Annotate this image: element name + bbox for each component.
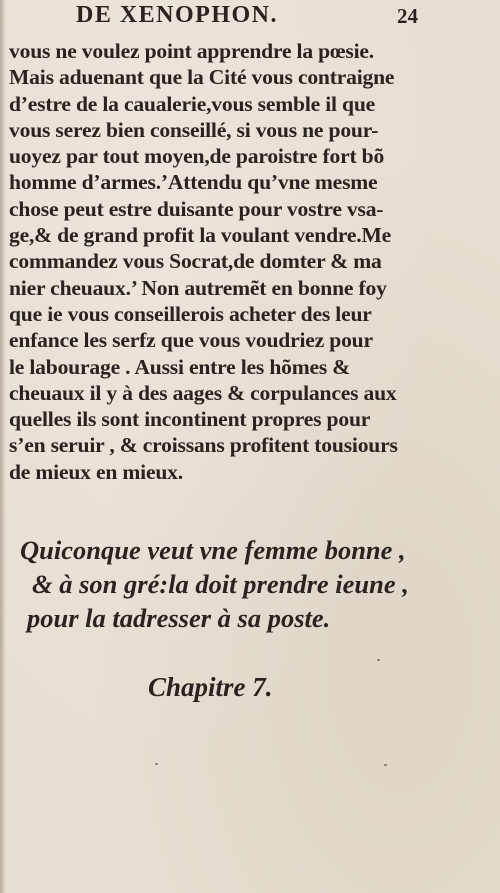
page-gutter-shadow (0, 0, 6, 893)
text-line: le labourage . Aussi entre les hõmes & (9, 354, 351, 379)
text-line: vous serez bien conseillé, si vous ne pour- (9, 117, 379, 142)
text-line: Mais aduenant que la Cité vous contraigne (9, 65, 395, 90)
proverb-line: Quiconque veut vne femme bonne , (20, 535, 406, 565)
page-header (0, 0, 500, 34)
page-number: 24 (397, 4, 418, 28)
proverb-line: pour la tadresser à sa poste. (27, 603, 331, 633)
chapter-heading: Chapitre 7. (148, 672, 273, 702)
text-line: d’estre de la caualerie,vous semble il que (9, 91, 376, 116)
text-line: nier cheuaux.’ Non autremẽt en bonne foy (9, 275, 387, 300)
ink-speck (377, 659, 380, 661)
ink-speck (155, 763, 158, 765)
text-line: vous ne voulez point apprendre la pœsie. (9, 39, 374, 63)
text-line: uoyez par tout moyen,de paroistre fort bõ (9, 144, 385, 169)
text-line: commandez vous Socrat,de domter & ma (9, 249, 382, 274)
text-line: homme d’armes.’Attendu qu’vne mesme (9, 170, 378, 195)
text-line: de mieux en mieux. (9, 459, 183, 484)
running-head: DE XENOPHON. (76, 2, 279, 28)
body-text (9, 38, 417, 485)
text-line: que ie vous conseillerois acheter des leur (9, 301, 372, 326)
proverb-verse (20, 533, 440, 635)
text-line: chose peut estre duisante pour vostre vsa- (9, 196, 384, 221)
proverb-line: & à son gré:la doit prendre ieune , (32, 569, 409, 599)
text-line: ge,& de grand profit la voulant vendre.Me (9, 223, 392, 248)
text-line: quelles ils sont incontinent propres pour (9, 407, 371, 432)
text-line: s’en seruir , & croissans profitent tousiours (9, 433, 398, 458)
text-line: cheuaux il y à des aages & corpulances aux (9, 380, 397, 405)
ink-speck (384, 764, 387, 766)
text-line: enfance les serfz que vous voudriez pour (9, 328, 373, 353)
